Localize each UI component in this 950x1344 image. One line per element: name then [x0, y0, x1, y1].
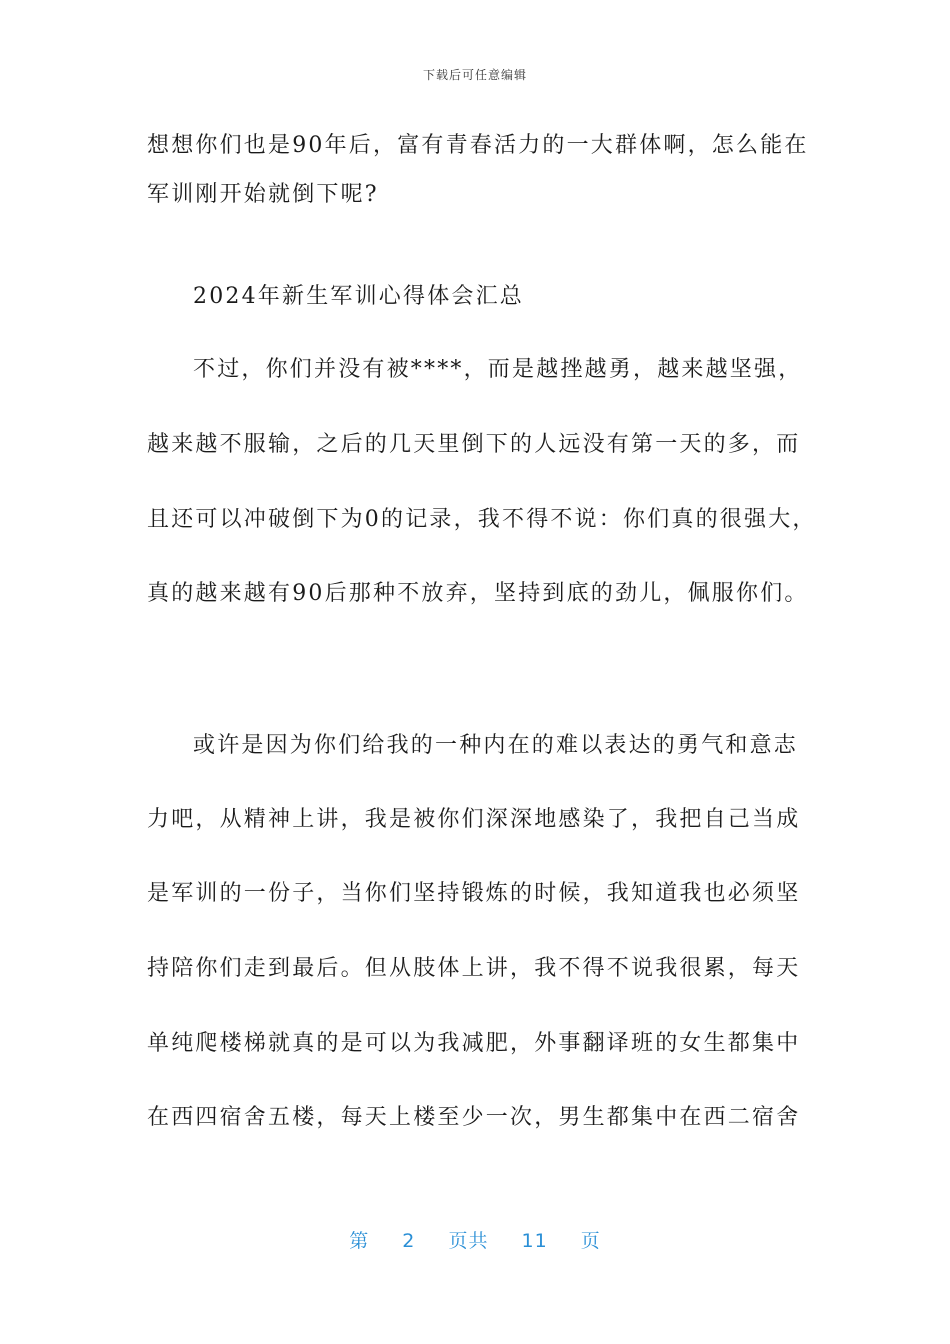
- body-line-7: 或许是因为你们给我的一种内在的难以表达的勇气和意志: [193, 733, 799, 758]
- page-footer: [0, 1226, 950, 1253]
- section-heading: 2024年新生军训心得体会汇总: [193, 284, 524, 309]
- body-line-1: 想想你们也是90年后，富有青春活力的一大群体啊，怎么能在: [147, 133, 809, 158]
- body-line-5: 且还可以冲破倒下为0的记录，我不得不说：你们真的很强大，: [147, 507, 817, 532]
- body-line-4: 越来越不服输，之后的几天里倒下的人远没有第一天的多，而: [147, 432, 801, 457]
- page-header: 下载后可任意编辑: [422, 68, 527, 82]
- body-line-9: 是军训的一份子，当你们坚持锻炼的时候，我知道我也必须坚: [147, 881, 801, 906]
- body-line-12: 在西四宿舍五楼，每天上楼至少一次，男生都集中在西二宿舍: [147, 1105, 801, 1130]
- footer-middle: 页共: [448, 1230, 489, 1252]
- body-line-2: 军训刚开始就倒下呢?: [147, 182, 379, 207]
- body-line-3: 不过，你们并没有被****，而是越挫越勇，越来越坚强，: [193, 357, 803, 382]
- body-line-10: 持陪你们走到最后。但从肢体上讲，我不得不说我很累，每天: [147, 956, 801, 981]
- footer-suffix: 页: [580, 1230, 601, 1252]
- body-line-6: 真的越来越有90后那种不放弃，坚持到底的劲儿，佩服你们。: [147, 581, 809, 606]
- body-line-8: 力吧，从精神上讲，我是被你们深深地感染了，我把自己当成: [147, 807, 801, 832]
- footer-page-number: 2: [402, 1230, 416, 1252]
- footer-prefix: 第: [349, 1230, 370, 1252]
- footer-total-pages: 11: [521, 1230, 548, 1252]
- body-line-11: 单纯爬楼梯就真的是可以为我减肥，外事翻译班的女生都集中: [147, 1031, 801, 1056]
